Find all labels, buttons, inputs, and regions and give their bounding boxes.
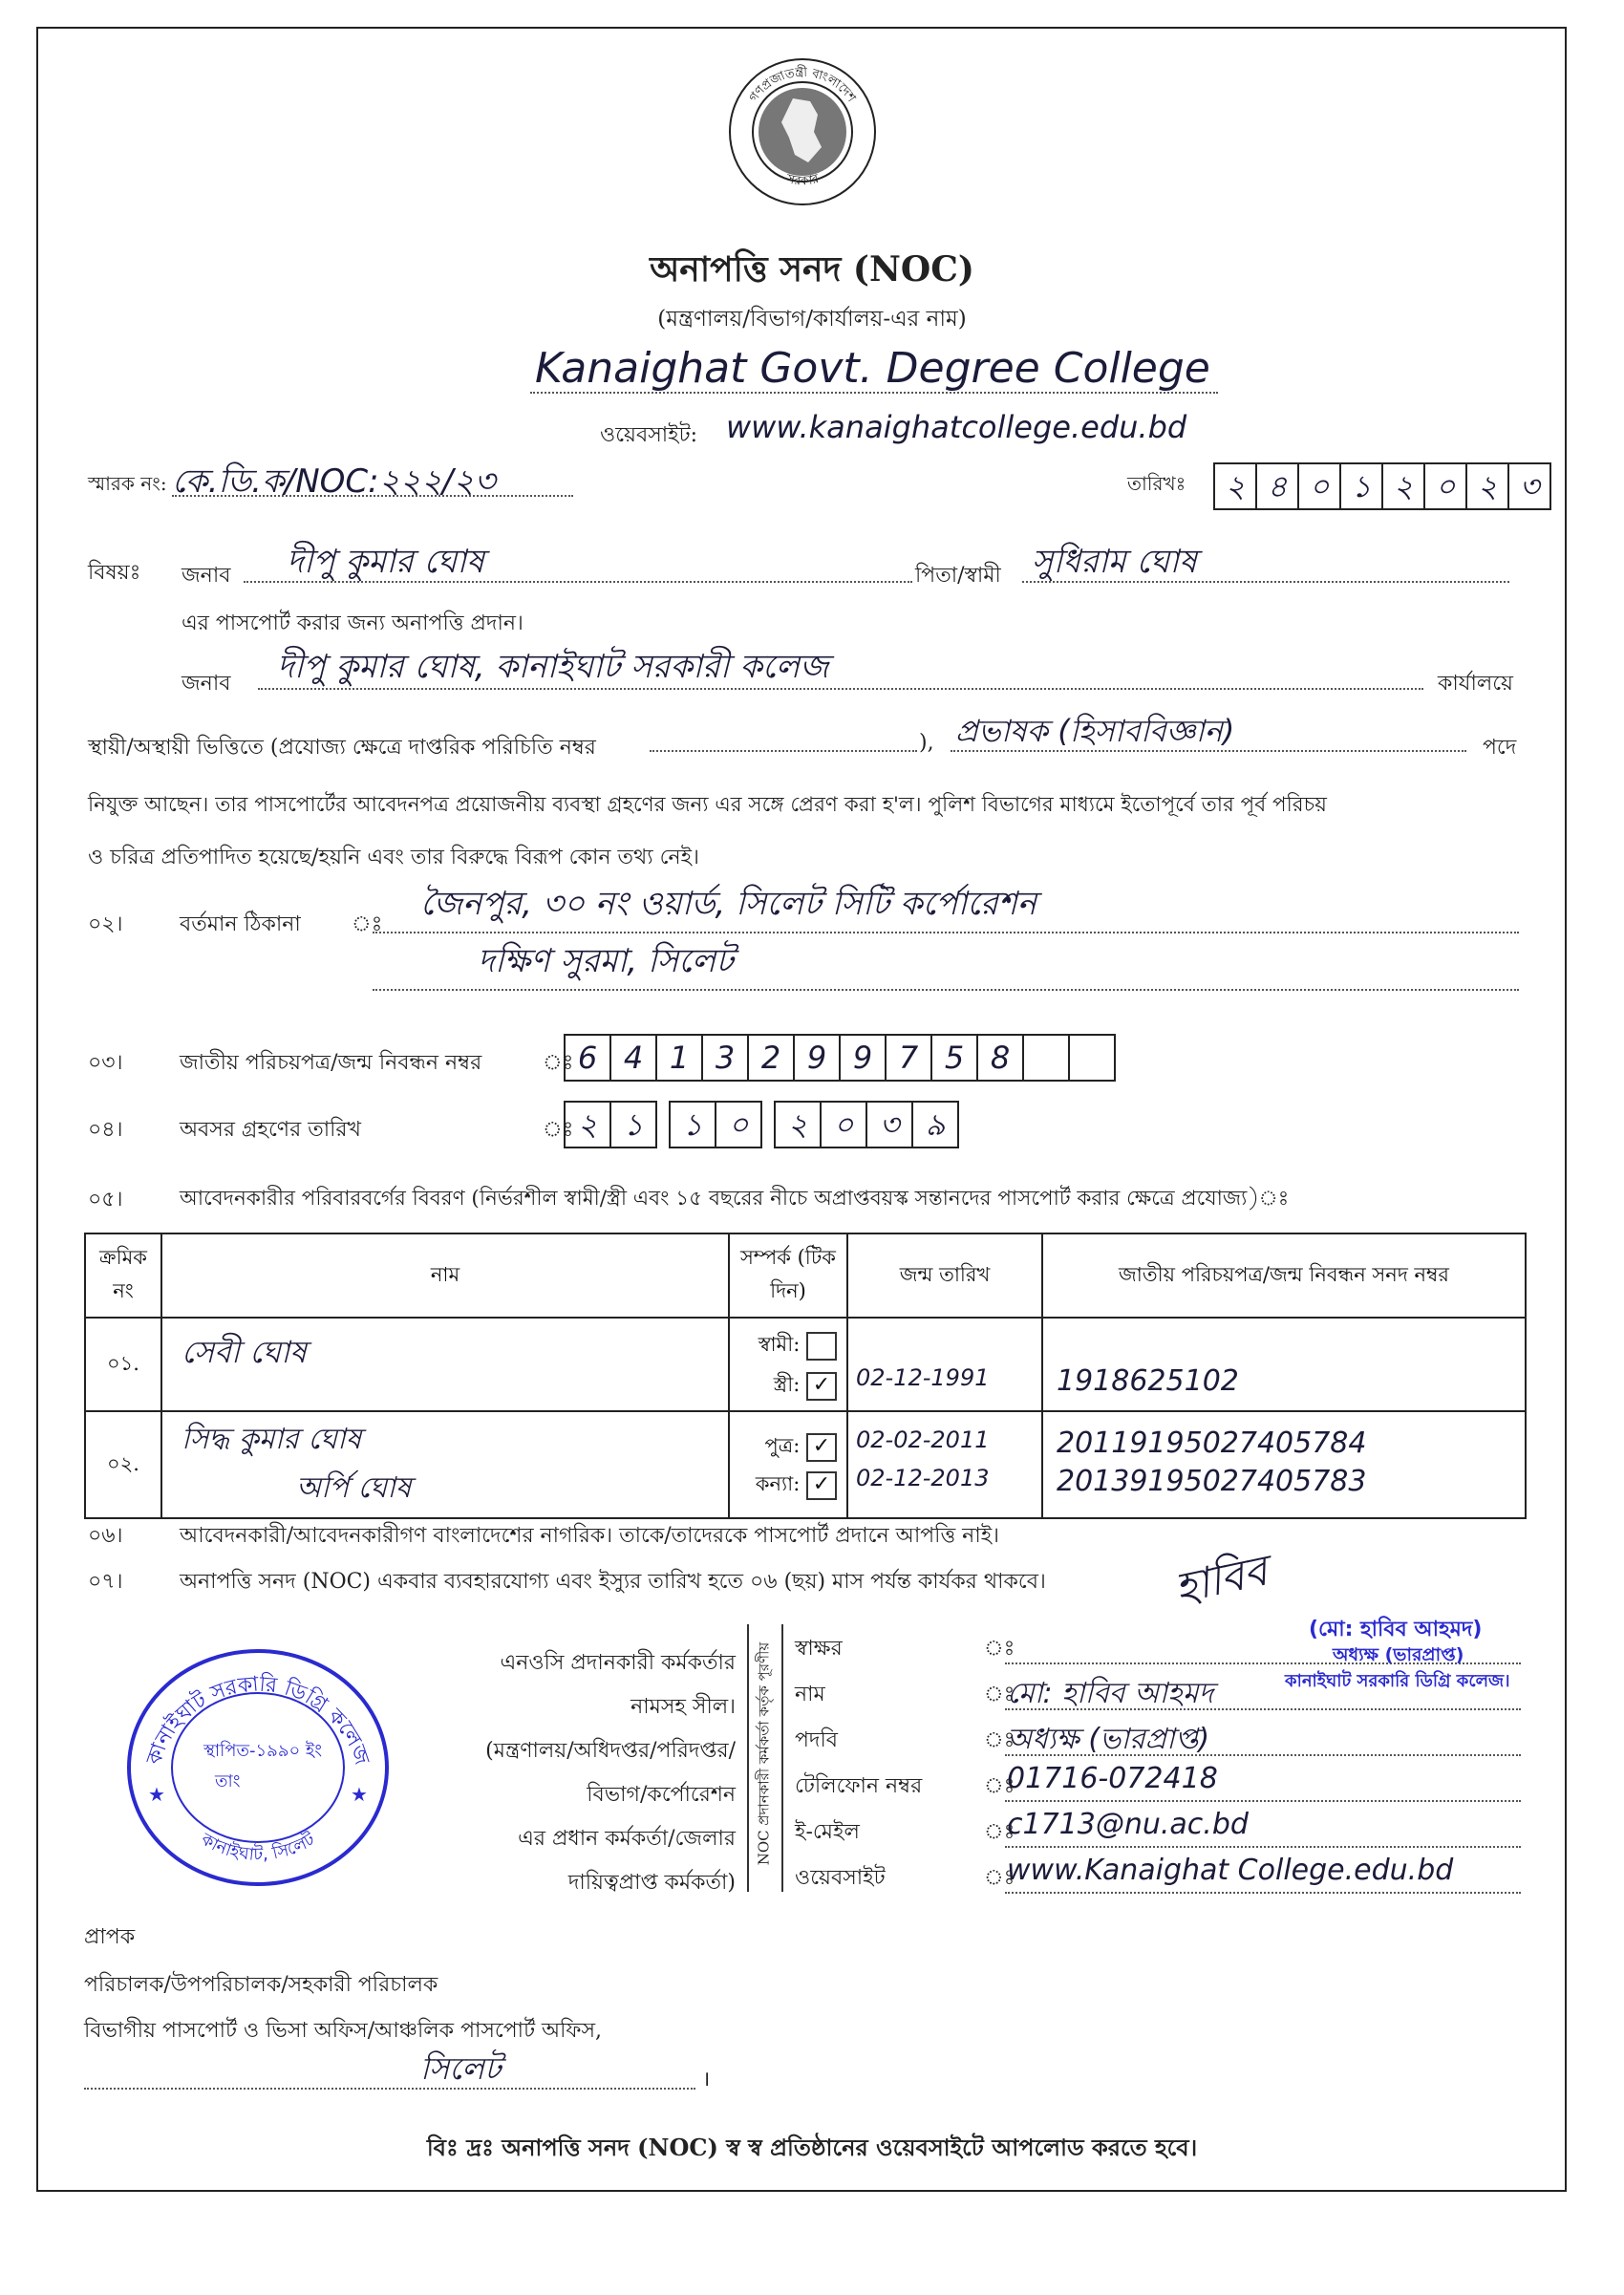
officer-field-colon: ঃ [984,1820,1015,1844]
date-label: তারিখঃ [1127,472,1186,495]
officer-field-row [795,1762,1540,1808]
officer-field-colon: ঃ [984,1728,1015,1752]
checkbox-daughter[interactable]: ✓ [806,1471,837,1500]
row1-nid [1042,1318,1526,1411]
row2-nid2: 20139195027405783 [1057,1465,1367,1498]
retirement-date-group [669,1101,760,1148]
retirement-digit-box: ০ [820,1101,867,1148]
item-04-label: অবসর গ্রহণের তারিখ [180,1118,361,1142]
officer-field-value: 01716-072418 [1007,1762,1218,1795]
address-dotline2 [373,989,1519,991]
officer-field-label: ই-মেইল [795,1820,860,1844]
item-03-num: ০৩। [88,1051,123,1075]
retirement-date-group [564,1101,655,1148]
row1-dob2: 02-12-1991 [856,1364,990,1391]
table-row [85,1411,1526,1518]
seal-center2: তাং [215,1771,241,1791]
address-dotline1 [373,932,1519,933]
checkbox-son[interactable]: ✓ [806,1433,837,1462]
nid-digit-box: 6 [564,1034,611,1082]
basis-text: স্থায়ী/অস্থায়ী ভিত্তিতে (প্রযোজ্য ক্ষেত্রে দাপ্তরিক পরিচিতি নম্বর [88,736,596,760]
retirement-date-boxes [564,1101,957,1148]
officer-field-dotline [1005,1800,1521,1802]
subject-janab: জনাব [182,564,231,588]
item-04-num: ০৪। [88,1118,123,1142]
note-06: আবেদনকারী/আবেদনকারীগণ বাংলাদেশের নাগরিক। তাকে/তাদেরকে পাসপোর্ট প্রদানে আপত্তি নাই। [180,1524,1000,1548]
officer-field-label: নাম [795,1683,825,1706]
officer-field-row [795,1716,1540,1762]
officer-field-value: c1713@nu.ac.bd [1007,1808,1249,1841]
item-03-colon: ঃ [543,1051,574,1075]
body-para1: নিযুক্ত আছেন। তার পাসপোর্টের আবেদনপত্র প্রয়োজনীয় ব্যবস্থা গ্রহণের জন্য এর সঙ্গে প্রেরণ করা হ'ল। পুলিশ বিভাগের মাধ্যমে ইতোপূর্বে তার পূর্ব পরিচয় [88,793,1327,817]
father-name-dotline [1022,581,1509,583]
website-label: ওয়েবসাইট: [600,423,697,447]
row1-nid2: 1918625102 [1057,1364,1239,1398]
nid-digit-box: 3 [701,1034,749,1082]
govt-emblem-icon [726,55,879,208]
item-02-label: বর্তমান ঠিকানা [180,912,301,936]
date-digit-box: ২ [1213,462,1257,510]
date-digit-box: ৪ [1255,462,1299,510]
officer-left-line: নামসহ সীল। [630,1695,736,1719]
nid-digit-box: 7 [885,1034,932,1082]
date-digit-box: ০ [1423,462,1467,510]
date-digit-box: ২ [1465,462,1509,510]
header-dob: জন্ম তারিখ [847,1233,1042,1318]
body-para2: ও চরিত্র প্রতিপাদিত হয়েছে/হয়নি এবং তার বিরুদ্ধে বিরূপ কোন তথ্য নেই। [88,846,699,869]
memo-value: কে.ডি.ক/NOC:২২২/২৩ [172,462,496,501]
officer-field-colon: ঃ [984,1866,1015,1890]
header-serial: ক্রমিক নং [85,1233,161,1318]
officer-left-line: বিভাগ/কর্পোরেশন [587,1783,736,1807]
applicant-name: দীপু কুমার ঘোষ [287,543,484,581]
retirement-digit-box: ৩ [865,1101,913,1148]
stamp-line2: অধ্যক্ষ (ভারপ্রাপ্ত) [1333,1644,1464,1665]
officer-field-value: মো: হাবিব আহমদ [1007,1677,1214,1710]
note-07-num: ০৭। [88,1570,123,1594]
row2-name1: সিদ্ধ কুমার ঘোষ [182,1423,362,1456]
row1-name1: সেবী ঘোষ [182,1334,307,1370]
employee-office: দীপু কুমার ঘোষ, কানাইঘাট সরকারী কলেজ [277,648,829,686]
father-label: পিতা/স্বামী [915,564,1001,588]
item-04-colon: ঃ [543,1118,574,1142]
office-suffix: কার্যালয়ে [1438,672,1514,696]
nid-digit-box: 8 [976,1034,1024,1082]
employee-office-dotline [258,688,1423,690]
officer-field-colon: ঃ [984,1683,1015,1706]
item-05-num: ০৫। [88,1188,123,1212]
memo-dotline [172,495,573,497]
row1-dob [847,1318,1042,1411]
address-line2: দক্ষিণ সুরমা, সিলেট [478,942,734,980]
relation-label-daughter: কন্যা: [755,1472,801,1495]
row2-nid1: 20119195027405784 [1057,1426,1367,1460]
date-digit-box: ০ [1297,462,1341,510]
officer-field-row [795,1854,1540,1899]
recipient-city: সিলেট [420,2050,502,2087]
retirement-date-group [774,1101,957,1148]
officer-left-line: দায়িত্বপ্রাপ্ত কর্মকর্তা) [567,1871,736,1895]
recipient-label: প্রাপক [84,1925,136,1949]
nid-digit-box [1022,1034,1070,1082]
item-02-num: ০২। [88,912,123,936]
family-table-header [85,1233,1526,1318]
father-name: সুধিরাম ঘোষ [1032,543,1197,581]
nid-digit-box: 5 [930,1034,978,1082]
row2-relations [729,1411,847,1518]
item-03-label: জাতীয় পরিচয়পত্র/জন্ম নিবন্ধন নম্বর [180,1051,482,1075]
seal-center1: স্থাপিত-১৯৯০ ইং [203,1741,323,1761]
seal-arc-top: কানাইঘাট সরকারি ডিগ্রি কলেজ [141,1672,374,1769]
retirement-digit-box: ১ [609,1101,657,1148]
document-subtitle: (মন্ত্রণালয়/বিভাগ/কার্যালয়-এর নাম) [657,307,967,332]
recipient-line1: পরিচালক/উপপরিচালক/সহকারী পরিচালক [84,1973,438,1997]
footer-note: বিঃ দ্রঃ অনাপত্তি সনদ (NOC) স্ব স্ব প্রতিষ্ঠানের ওয়েবসাইটে আপলোড করতে হবে। [426,2134,1198,2161]
row2-dob1: 02-02-2011 [856,1426,990,1453]
officer-left-line: এর প্রধান কর্মকর্তা/জেলার [518,1827,736,1851]
officer-field-value: অধ্যক্ষ (ভারপ্রাপ্ত) [1007,1723,1210,1756]
officer-left-labels [420,1641,736,1905]
date-digit-box: ৩ [1507,462,1551,510]
stamp-line3: কানাইঘাট সরকারি ডিগ্রি কলেজ। [1285,1671,1510,1691]
officer-field-colon: ঃ [984,1774,1015,1798]
officer-field-colon: ঃ [984,1637,1015,1661]
relation-label-wife: স্ত্রী: [773,1373,801,1396]
svg-text:★: ★ [351,1783,368,1806]
memo-date-boxes [1213,462,1549,510]
subject-label: বিষয়ঃ [88,561,141,585]
officer-field-value: www.Kanaighat College.edu.bd [1007,1854,1454,1887]
row2-name2: অর্পি ঘোষ [296,1471,412,1505]
item-05-label: আবেদনকারীর পরিবারবর্গের বিবরণ (নির্ভরশীল স্বামী/স্ত্রী এবং ১৫ বছরের নীচে অপ্রাপ্তবয়স্ক সন্তানদের পাসপোর্ট করার ক্ষেত্রে প্রযোজ্য)ঃ [180,1187,1290,1211]
retirement-digit-box: ২ [774,1101,822,1148]
stamp-line1: (মো: হাবিব আহমদ) [1309,1618,1483,1641]
officer-left-line: এনওসি প্রদানকারী কর্মকর্তার [500,1651,736,1675]
retirement-digit-box: ১ [669,1101,716,1148]
officer-field-label: টেলিফোন নম্বর [795,1774,923,1798]
officer-field-row [795,1808,1540,1854]
recipient-line2: বিভাগীয় পাসপোর্ট ও ভিসা অফিস/আঞ্চলিক পাসপোর্ট অফিস, [84,2019,602,2043]
header-nid: জাতীয় পরিচয়পত্র/জন্ম নিবন্ধন সনদ নম্বর [1042,1233,1526,1318]
officer-field-label: পদবি [795,1728,839,1752]
relation-label-son: পুত্র: [764,1434,801,1457]
recipient-end: । [702,2068,711,2091]
header-name: নাম [161,1233,729,1318]
emblem-arc-top: গণপ্রজাতন্ত্রী বাংলাদেশ [746,65,859,105]
nid-boxes [564,1034,1114,1082]
nid-digit-box [1068,1034,1116,1082]
family-table [84,1233,1527,1519]
row1-relations [729,1318,847,1411]
nid-digit-box: 2 [747,1034,795,1082]
basis-close: ), [919,731,934,755]
applicant-name-dotline [244,581,912,583]
note-06-num: ০৬। [88,1524,123,1548]
website-value: www.kanaighatcollege.edu.bd [726,409,1187,445]
officer-vertical-text: NOC প্রদানকারী কর্মকর্তা কর্তৃক পূরণীয় [755,1641,773,1866]
officer-vertical-box [747,1624,783,1892]
college-seal-icon [119,1643,396,1892]
row2-dob2: 02-12-2013 [856,1465,990,1491]
row1-dob1 [856,1324,1034,1364]
row2-nid [1042,1411,1526,1518]
address-line1: জৈনপুর, ৩০ নং ওয়ার্ড, সিলেট সিটি কর্পোরেশন [420,885,1037,923]
office-name-dotline [530,392,1218,394]
header-relation: সম্পর্ক (টিক দিন) [729,1233,847,1318]
officer-field-dotline [1005,1708,1521,1710]
retirement-digit-box: ০ [715,1101,762,1148]
svg-text:★: ★ [148,1783,165,1806]
basis-dotline [650,750,917,752]
nid-digit-box: 9 [839,1034,887,1082]
note-07: অনাপত্তি সনদ (NOC) একবার ব্যবহারযোগ্য এবং ইস্যুর তারিখ হতে ০৬ (ছয়) মাস পর্যন্ত কার্যকর থাকবে। [180,1570,1046,1594]
subject-line2: এর পাসপোর্ট করার জন্য অনাপত্তি প্রদান। [182,611,524,635]
svg-text:কানাইঘাট, সিলেট [197,1828,319,1865]
emblem-arc-bottom: সরকার [784,171,821,189]
retirement-digit-box: ৯ [911,1101,959,1148]
officer-field-label: ওয়েবসাইট [795,1866,886,1890]
item-02-colon: ঃ [352,912,383,936]
row2-serial: ০২. [85,1411,161,1518]
retirement-digit-box: ২ [564,1101,611,1148]
date-digit-box: ২ [1381,462,1425,510]
row2-dob [847,1411,1042,1518]
relation-label-husband: স্বামী: [758,1333,801,1356]
row1-serial: ০১. [85,1318,161,1411]
memo-label: স্মারক নং: [88,472,167,495]
signature: হাবিব [1170,1546,1272,1614]
pode-label: পদে [1483,736,1517,760]
nid-digit-box: 4 [609,1034,657,1082]
officer-field-dotline [1005,1846,1521,1848]
body-janab: জনাব [182,672,231,696]
row1-nid1 [1057,1324,1511,1364]
row1-names [161,1318,729,1411]
seal-arc-bottom: কানাইঘাট, সিলেট [197,1829,319,1865]
officer-field-dotline [1005,1892,1521,1894]
checkbox-wife[interactable]: ✓ [806,1372,837,1401]
document-title: অনাপত্তি সনদ (NOC) [650,249,974,290]
officer-left-line: (মন্ত্রণালয়/অধিদপ্তর/পরিদপ্তর/ [485,1739,736,1763]
nid-digit-box: 9 [793,1034,841,1082]
table-row [85,1318,1526,1411]
checkbox-husband[interactable] [806,1332,837,1361]
office-name: Kanaighat Govt. Degree College [535,344,1210,393]
officer-field-dotline [1005,1754,1521,1756]
designation-dotline [951,750,1466,752]
row2-names [161,1411,729,1518]
designation: প্রভাষক (হিসাববিজ্ঞান) [955,713,1235,749]
nid-digit-box: 1 [655,1034,703,1082]
recipient-dotline [84,2088,695,2090]
date-digit-box: ১ [1339,462,1383,510]
officer-field-label: স্বাক্ষর [795,1637,843,1661]
